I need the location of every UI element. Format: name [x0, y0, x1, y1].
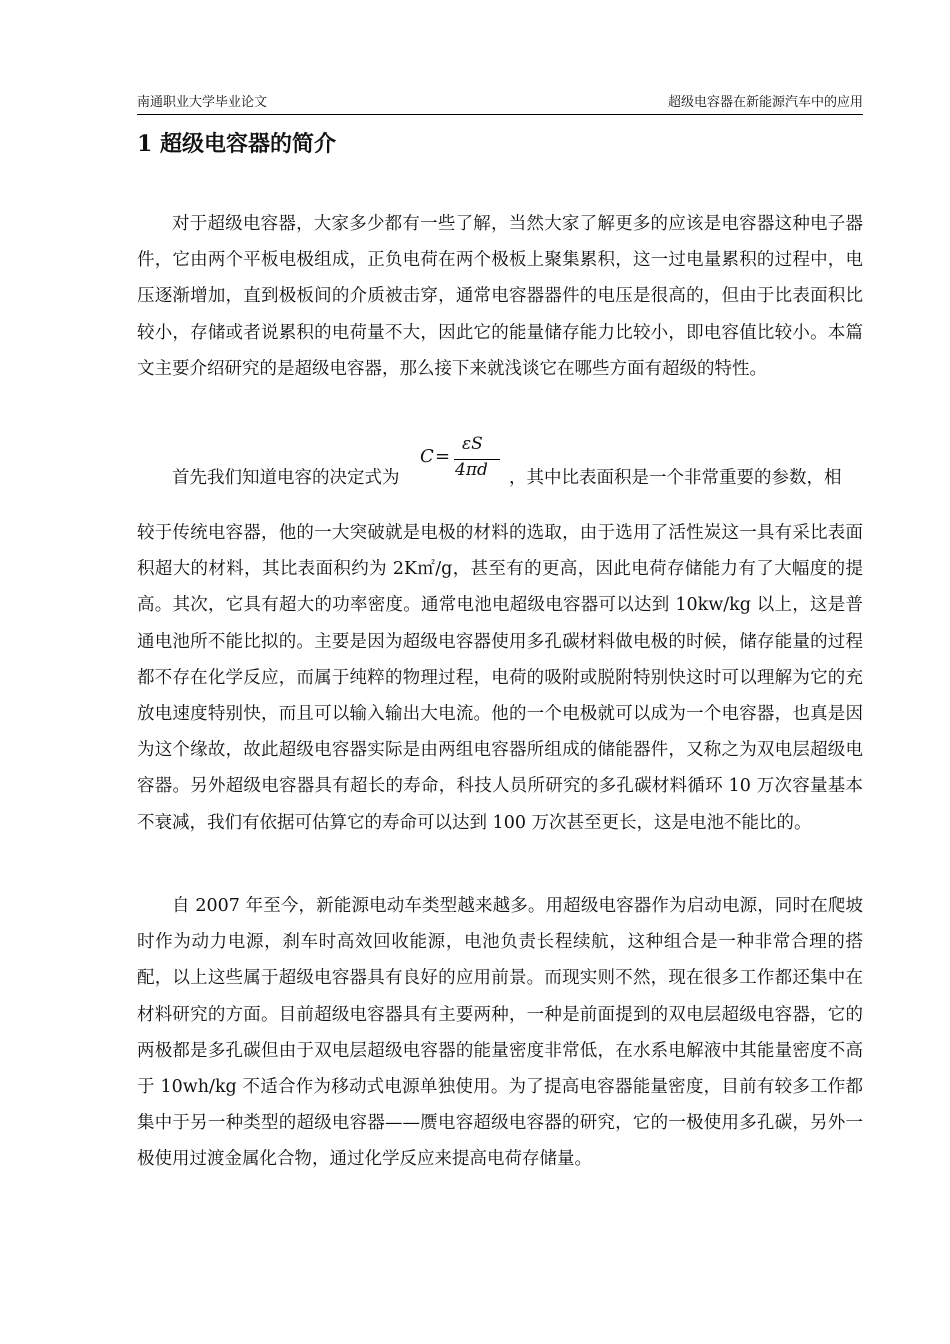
formula-denominator: 4πd: [455, 460, 488, 480]
paragraph-intro: 对于超级电容器，大家多少都有一些了解，当然大家了解更多的应该是电容器这种电子器件，它由两个平板电极组成，正负电荷在两个极板上聚集累积，这一过电量累积的过程中，电压逐渐增加，直到极板间的介质被击穿，通常电容器器件的电压是很高的，但由于比表面积比较小，存储或者说累积的电荷量不大，因此它的能量储存能力比较小，即电容值比较小。本篇文主要介绍研究的是超级电容器，那么接下来就浅谈它在哪些方面有超级的特性。: [137, 214, 863, 379]
formula-numerator: εS: [462, 434, 483, 454]
capacitance-formula: [420, 434, 510, 494]
page-header: [137, 92, 863, 115]
header-school-name: 南通职业大学毕业论文: [137, 95, 268, 110]
formula-lhs: C: [420, 446, 434, 467]
formula-line: [137, 434, 863, 502]
formula-equals: =: [435, 446, 451, 467]
section-title: 1 超级电容器的简介: [137, 131, 336, 157]
paragraph-applications: 自 2007 年至今，新能源电动车类型越来越多。用超级电容器作为启动电源，同时在爬坡时作为动力电源，刹车时高效回收能源，电池负责长程续航，这种组合是一种非常合理的搭配，以上这些属于超级电容器具有良好的应用前景。而现实则不然，现在很多工作都还集中在材料研究的方面。目前超级电容器具有主要两种，一种是前面提到的双电层超级电容器，它的两极都是多孔碳但由于双电层超级电容器的能量密度非常低，在水系电解液中其能量密度不高于 10wh/kg 不适合作为移动式电源单独使用。为了提高电容器能量密度，目前有较多工作都集中于另一种类型的超级电容器——赝电容超级电容器的研究，它的一极使用多孔碳，另外一极使用过渡金属化合物，通过化学反应来提高电荷存储量。: [137, 896, 863, 1170]
paragraph-advantages: 较于传统电容器，他的一大突破就是电极的材料的选取，由于选用了活性炭这一具有采比表面积超大的材料，其比表面积约为 2K㎡/g，甚至有的更高，因此电荷存储能力有了大幅度的提高。其次，它具有超大的功率密度。通常电池电超级电容器可以达到 10kw/kg 以上，这是普通电池所不能比拟的。主要是因为超级电容器使用多孔碳材料做电极的时候，储存能量的过程都不存在化学反应，而属于纯粹的物理过程，电荷的吸附或脱附特别快这时可以理解为它的充放电速度特别快，而且可以输入输出大电流。他的一个电极就可以成为一个电容器，也真是因为这个缘故，故此超级电容器实际是由两组电容器所组成的储能器件，又称之为双电层超级电容器。另外超级电容器具有超长的寿命，科技人员所研究的多孔碳材料循环 10 万次容量基本不衰减，我们有依据可估算它的寿命可以达到 100 万次甚至更长，这是电池不能比的。: [137, 523, 863, 833]
formula-line-prefix: 首先我们知道电容的决定式为: [172, 468, 400, 488]
formula-line-suffix: ，其中比表面积是一个非常重要的参数，相: [509, 468, 842, 488]
header-thesis-title: 超级电容器在新能源汽车中的应用: [667, 95, 863, 110]
